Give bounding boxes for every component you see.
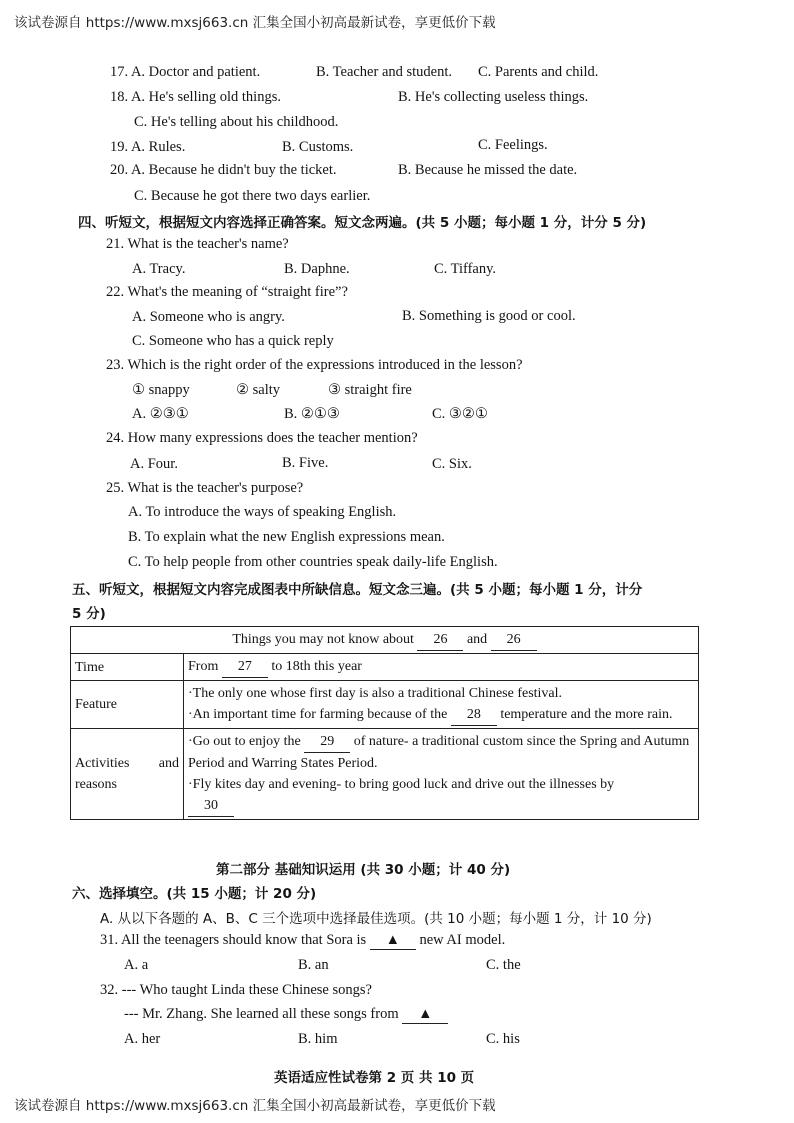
section4-title: 四、听短文，根据短文内容选择正确答案。短文念两遍。(共 5 小题；每小题 1 分，计分 5 分)	[78, 215, 647, 231]
q22-stem: 22. What's the meaning of “straight fire”?	[106, 284, 348, 300]
section6-title: 六、选择填空。(共 15 小题；计 20 分)	[72, 886, 317, 902]
table-row-feature	[71, 681, 699, 729]
time-value	[184, 654, 699, 681]
table-title-cell	[71, 627, 699, 654]
q24-option-a: A. Four.	[130, 456, 178, 472]
q31-stem-prefix: 31. All the teenagers should know that Sora is	[100, 932, 367, 948]
table-row-time	[71, 654, 699, 681]
q18-option-a: 18. A. He's selling old things.	[110, 89, 281, 105]
section5-title-line2: 5 分)	[72, 606, 106, 622]
table-title-and: and	[466, 632, 488, 647]
q20-option-b: B. Because he missed the date.	[398, 162, 578, 178]
q23-option-a: A. ②③①	[132, 406, 189, 422]
activity-1-prefix: ·Go out to enjoy the	[188, 734, 301, 749]
page-number-footer: 英语适应性试卷第 2 页 共 10 页	[274, 1070, 475, 1086]
q24-stem: 24. How many expressions does the teacher mention?	[106, 430, 418, 446]
q24-option-b: B. Five.	[282, 455, 329, 471]
q23-expression-3: ③ straight fire	[328, 382, 412, 398]
q17-option-c: C. Parents and child.	[478, 64, 599, 80]
q18-option-c: C. He's telling about his childhood.	[134, 114, 339, 130]
table-title-prefix: Things you may not know about	[232, 632, 414, 647]
q20-option-a: 20. A. Because he didn't buy the ticket.	[110, 162, 337, 178]
blank-26b: 26	[491, 629, 537, 651]
q31-answer-blank: ▲	[370, 932, 416, 950]
q31-option-a: A. a	[124, 957, 149, 973]
q21-option-a: A. Tracy.	[132, 261, 186, 277]
q31-option-b: B. an	[298, 957, 329, 973]
q22-option-c: C. Someone who has a quick reply	[132, 333, 334, 349]
feature-line-2-prefix: ·An important time for farming because of the	[188, 707, 448, 722]
q18-option-b: B. He's collecting useless things.	[398, 89, 589, 105]
q25-option-a: A. To introduce the ways of speaking English.	[128, 504, 397, 520]
q19-option-c: C. Feelings.	[478, 137, 548, 153]
time-suffix: to 18th this year	[271, 659, 362, 674]
q21-option-b: B. Daphne.	[284, 261, 350, 277]
q21-stem: 21. What is the teacher's name?	[106, 236, 289, 252]
feature-line-1: ·The only one whose first day is also a traditional Chinese festival.	[188, 686, 563, 701]
q32-reply	[124, 1006, 448, 1024]
q25-option-b: B. To explain what the new English expressions mean.	[128, 529, 445, 545]
q32-answer-blank: ▲	[402, 1006, 448, 1024]
activities-label-word: Activities	[75, 756, 130, 771]
activity-1-suffix: of nature- a traditional custom since the Spring and Autumn Period and Warring States Period.	[188, 734, 690, 771]
q32-option-c: C. his	[486, 1031, 520, 1047]
q32-stem: 32. --- Who taught Linda these Chinese songs?	[100, 982, 372, 998]
q23-expression-1: ① snappy	[132, 382, 190, 398]
q23-option-c: C. ③②①	[432, 406, 488, 422]
header-watermark: 该试卷源自 https://www.mxsj663.cn 汇集全国小初高最新试卷，享更低价下载	[14, 15, 496, 31]
q17-option-a: 17. A. Doctor and patient.	[110, 64, 261, 80]
q31-stem-suffix: new AI model.	[419, 932, 506, 948]
q22-option-b: B. Something is good or cool.	[402, 308, 576, 324]
table-row-activities	[71, 729, 699, 820]
q24-option-c: C. Six.	[432, 456, 472, 472]
activities-value	[184, 729, 699, 820]
q32-option-b: B. him	[298, 1031, 338, 1047]
activities-label-reasons: reasons	[75, 777, 117, 792]
activity-2: ·Fly kites day and evening- to bring good luck and drive out the illnesses by	[188, 777, 615, 792]
blank-26a: 26	[417, 629, 463, 651]
blank-27: 27	[222, 656, 268, 678]
section6-subtitle: A. 从以下各题的 A、B、C 三个选项中选择最佳选项。(共 10 小题；每小题 1 分，计 10 分)	[100, 911, 652, 927]
q31-option-c: C. the	[486, 957, 521, 973]
time-label: Time	[71, 654, 184, 681]
q19-option-a: 19. A. Rules.	[110, 139, 186, 155]
section5-title-line1: 五、听短文，根据短文内容完成图表中所缺信息。短文念三遍。(共 5 小题；每小题 1 分，计分	[72, 582, 643, 598]
q25-option-c: C. To help people from other countries speak daily-life English.	[128, 554, 498, 570]
part2-title: 第二部分 基础知识运用 (共 30 小题；计 40 分)	[216, 862, 511, 878]
activities-label	[71, 729, 184, 820]
q32-reply-prefix: --- Mr. Zhang. She learned all these songs from	[124, 1006, 399, 1022]
table-title-row	[71, 627, 699, 654]
q19-option-b: B. Customs.	[282, 139, 354, 155]
q17-option-b: B. Teacher and student.	[316, 64, 453, 80]
q31-stem	[100, 932, 505, 950]
time-prefix: From	[188, 659, 219, 674]
q22-option-a: A. Someone who is angry.	[132, 309, 285, 325]
footer-watermark: 该试卷源自 https://www.mxsj663.cn 汇集全国小初高最新试卷，享更低价下载	[14, 1098, 496, 1114]
q23-option-b: B. ②①③	[284, 406, 340, 422]
q25-stem: 25. What is the teacher's purpose?	[106, 480, 304, 496]
q32-option-a: A. her	[124, 1031, 161, 1047]
q20-option-c: C. Because he got there two days earlier.	[134, 188, 371, 204]
q23-expression-2: ② salty	[236, 382, 281, 398]
blank-28: 28	[451, 704, 497, 726]
q21-option-c: C. Tiffany.	[434, 261, 497, 277]
feature-value	[184, 681, 699, 729]
blank-30: 30	[188, 795, 234, 817]
q23-stem: 23. Which is the right order of the expressions introduced in the lesson?	[106, 357, 523, 373]
feature-label: Feature	[71, 681, 184, 729]
feature-line-2-suffix: temperature and the more rain.	[500, 707, 673, 722]
activities-label-and: and	[158, 756, 179, 771]
blank-29: 29	[304, 731, 350, 753]
info-table	[70, 626, 699, 820]
